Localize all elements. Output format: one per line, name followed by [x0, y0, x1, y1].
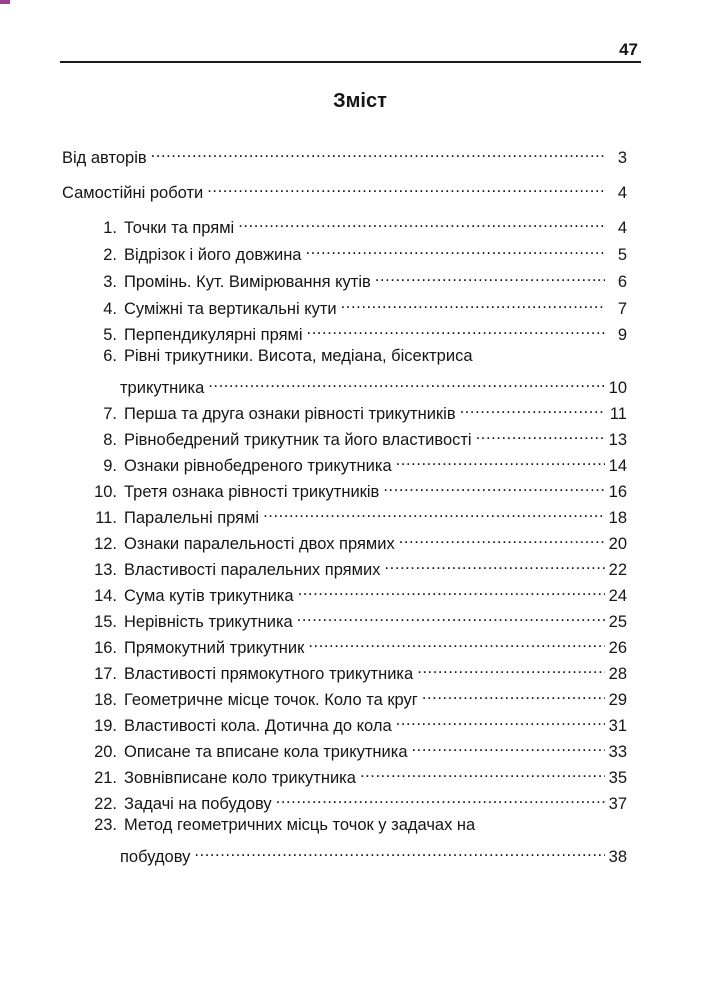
toc-entry-9[interactable]	[91, 449, 627, 475]
toc-entry-17[interactable]	[91, 657, 627, 683]
toc-label-continued: трикутника	[120, 379, 205, 397]
dot-leader	[297, 605, 605, 627]
dot-leader	[307, 318, 605, 340]
toc-page: 4	[617, 219, 627, 237]
toc-page: 33	[608, 743, 627, 761]
toc-entry-23[interactable]	[91, 814, 627, 836]
toc-number: 22.	[94, 795, 117, 813]
dot-leader	[194, 840, 604, 862]
toc-title: Зміст	[333, 90, 387, 112]
toc-label: Описане та вписане кола трикутника	[124, 743, 408, 761]
toc-number: 14.	[94, 587, 117, 605]
dot-leader	[341, 292, 605, 314]
dot-leader	[306, 238, 606, 260]
toc-entry-8[interactable]	[91, 423, 627, 449]
toc-entry-preface[interactable]	[62, 141, 627, 167]
dot-leader	[412, 735, 605, 757]
toc-page: 6	[617, 273, 627, 291]
toc-label: Самостійні роботи	[62, 184, 204, 202]
toc-number: 8.	[103, 431, 117, 449]
toc-number: 4.	[103, 300, 117, 318]
toc-label: Рівні трикутники. Висота, медіана, бісектриса	[124, 347, 473, 365]
toc-page: 26	[608, 639, 627, 657]
toc-number: 20.	[94, 743, 117, 761]
toc-entry-18[interactable]	[91, 683, 627, 709]
toc-entry-16[interactable]	[91, 631, 627, 657]
toc-number: 12.	[94, 535, 117, 553]
page-number: 47	[619, 40, 638, 59]
toc-entry-15[interactable]	[91, 605, 627, 631]
toc-entry-19[interactable]	[91, 709, 627, 735]
toc-page: 37	[608, 795, 627, 813]
toc-entry-12[interactable]	[91, 527, 627, 553]
toc-page: 38	[608, 848, 627, 866]
toc-label: Прямокутний трикутник	[124, 639, 305, 657]
toc-label: Точки та прямі	[124, 219, 235, 237]
toc-page: 14	[608, 457, 627, 475]
toc-page: 18	[608, 509, 627, 527]
toc-page: 4	[617, 184, 627, 202]
toc-entry-11[interactable]	[91, 501, 627, 527]
toc-number: 2.	[103, 246, 117, 264]
toc-page: 20	[608, 535, 627, 553]
toc-page: 3	[617, 149, 627, 167]
dot-leader	[384, 553, 604, 575]
toc-number: 19.	[94, 717, 117, 735]
dot-leader	[396, 709, 605, 731]
toc-entry-10[interactable]	[91, 475, 627, 501]
toc-entry-5[interactable]	[91, 318, 627, 344]
dot-leader	[238, 211, 605, 233]
dot-leader	[298, 579, 605, 601]
toc-number: 17.	[94, 665, 117, 683]
dot-leader	[360, 761, 605, 783]
toc-label: Метод геометричних місць точок у задачах на	[124, 816, 476, 834]
toc-entry-section[interactable]	[62, 176, 627, 202]
toc-number: 3.	[103, 273, 117, 291]
dot-leader	[422, 683, 605, 705]
toc-label: Рівнобедрений трикутник та його властивості	[124, 431, 472, 449]
toc-number: 6.	[103, 347, 117, 365]
toc-page: 5	[617, 246, 627, 264]
toc-label: Сума кутів трикутника	[124, 587, 294, 605]
toc-page: 10	[608, 379, 627, 397]
toc-entry-7[interactable]	[91, 397, 627, 423]
dot-leader	[375, 265, 605, 287]
toc-entry-4[interactable]	[91, 292, 627, 318]
toc-entry-3[interactable]	[91, 265, 627, 291]
toc-number: 10.	[94, 483, 117, 501]
dot-leader	[399, 527, 605, 549]
dot-leader	[276, 787, 605, 809]
toc-number: 11.	[95, 509, 117, 527]
toc-label: Задачі на побудову	[124, 795, 272, 813]
toc-label: Геометричне місце точок. Коло та круг	[124, 691, 418, 709]
toc-label: Ознаки паралельності двох прямих	[124, 535, 395, 553]
toc-page: 31	[608, 717, 627, 735]
dot-leader	[308, 631, 604, 653]
dot-leader	[208, 371, 604, 393]
toc-page: 29	[608, 691, 627, 709]
dot-leader	[396, 449, 605, 471]
toc-label: Перпендикулярні прямі	[124, 326, 303, 344]
toc-entry-2[interactable]	[91, 238, 627, 264]
toc-page: 25	[608, 613, 627, 631]
toc-label: Від авторів	[62, 149, 147, 167]
toc-entry-22[interactable]	[91, 787, 627, 813]
toc-entry-23-continued[interactable]	[120, 840, 627, 866]
toc-entry-14[interactable]	[91, 579, 627, 605]
toc-label: Третя ознака рівності трикутників	[124, 483, 380, 501]
dot-leader	[207, 176, 605, 198]
toc-page: 7	[617, 300, 627, 318]
toc-page: 11	[609, 405, 627, 423]
dot-leader	[263, 501, 605, 523]
toc-page: 22	[608, 561, 627, 579]
toc-number: 9.	[103, 457, 117, 475]
toc-label: Властивості прямокутного трикутника	[124, 665, 414, 683]
toc-number: 1.	[103, 219, 117, 237]
toc-page: 35	[608, 769, 627, 787]
dot-leader	[417, 657, 604, 679]
toc-number: 15.	[94, 613, 117, 631]
toc-page: 16	[608, 483, 627, 501]
toc-entry-13[interactable]	[91, 553, 627, 579]
toc-number: 7.	[103, 405, 117, 423]
toc-label: Властивості кола. Дотична до кола	[124, 717, 392, 735]
toc-label-continued: побудову	[120, 848, 191, 866]
toc-number: 16.	[94, 639, 117, 657]
toc-page: 9	[617, 326, 627, 344]
toc-entry-20[interactable]	[91, 735, 627, 761]
toc-label: Суміжні та вертикальні кути	[124, 300, 337, 318]
toc-label: Властивості паралельних прямих	[124, 561, 381, 579]
dot-leader	[460, 397, 605, 419]
dot-leader	[476, 423, 605, 445]
toc-page: 28	[608, 665, 627, 683]
toc-label: Перша та друга ознаки рівності трикутників	[124, 405, 456, 423]
toc-label: Промінь. Кут. Вимірювання кутів	[124, 273, 371, 291]
toc-label: Відрізок і його довжина	[124, 246, 302, 264]
toc-page: 24	[608, 587, 627, 605]
toc-label: Нерівність трикутника	[124, 613, 293, 631]
toc-entry-6[interactable]	[91, 345, 627, 367]
toc-label: Ознаки рівнобедреного трикутника	[124, 457, 392, 475]
toc-entry-21[interactable]	[91, 761, 627, 787]
toc-number: 13.	[94, 561, 117, 579]
toc-label: Зовнівписане коло трикутника	[124, 769, 356, 787]
toc-label: Паралельні прямі	[124, 509, 260, 527]
toc-number: 5.	[103, 326, 117, 344]
dot-leader	[383, 475, 604, 497]
dot-leader	[151, 141, 605, 163]
toc-page: 13	[608, 431, 627, 449]
toc-entry-6-continued[interactable]	[120, 371, 627, 397]
toc-number: 18.	[94, 691, 117, 709]
toc-number: 21.	[94, 769, 117, 787]
toc-entry-1[interactable]	[91, 211, 627, 237]
toc-number: 23.	[94, 816, 117, 834]
